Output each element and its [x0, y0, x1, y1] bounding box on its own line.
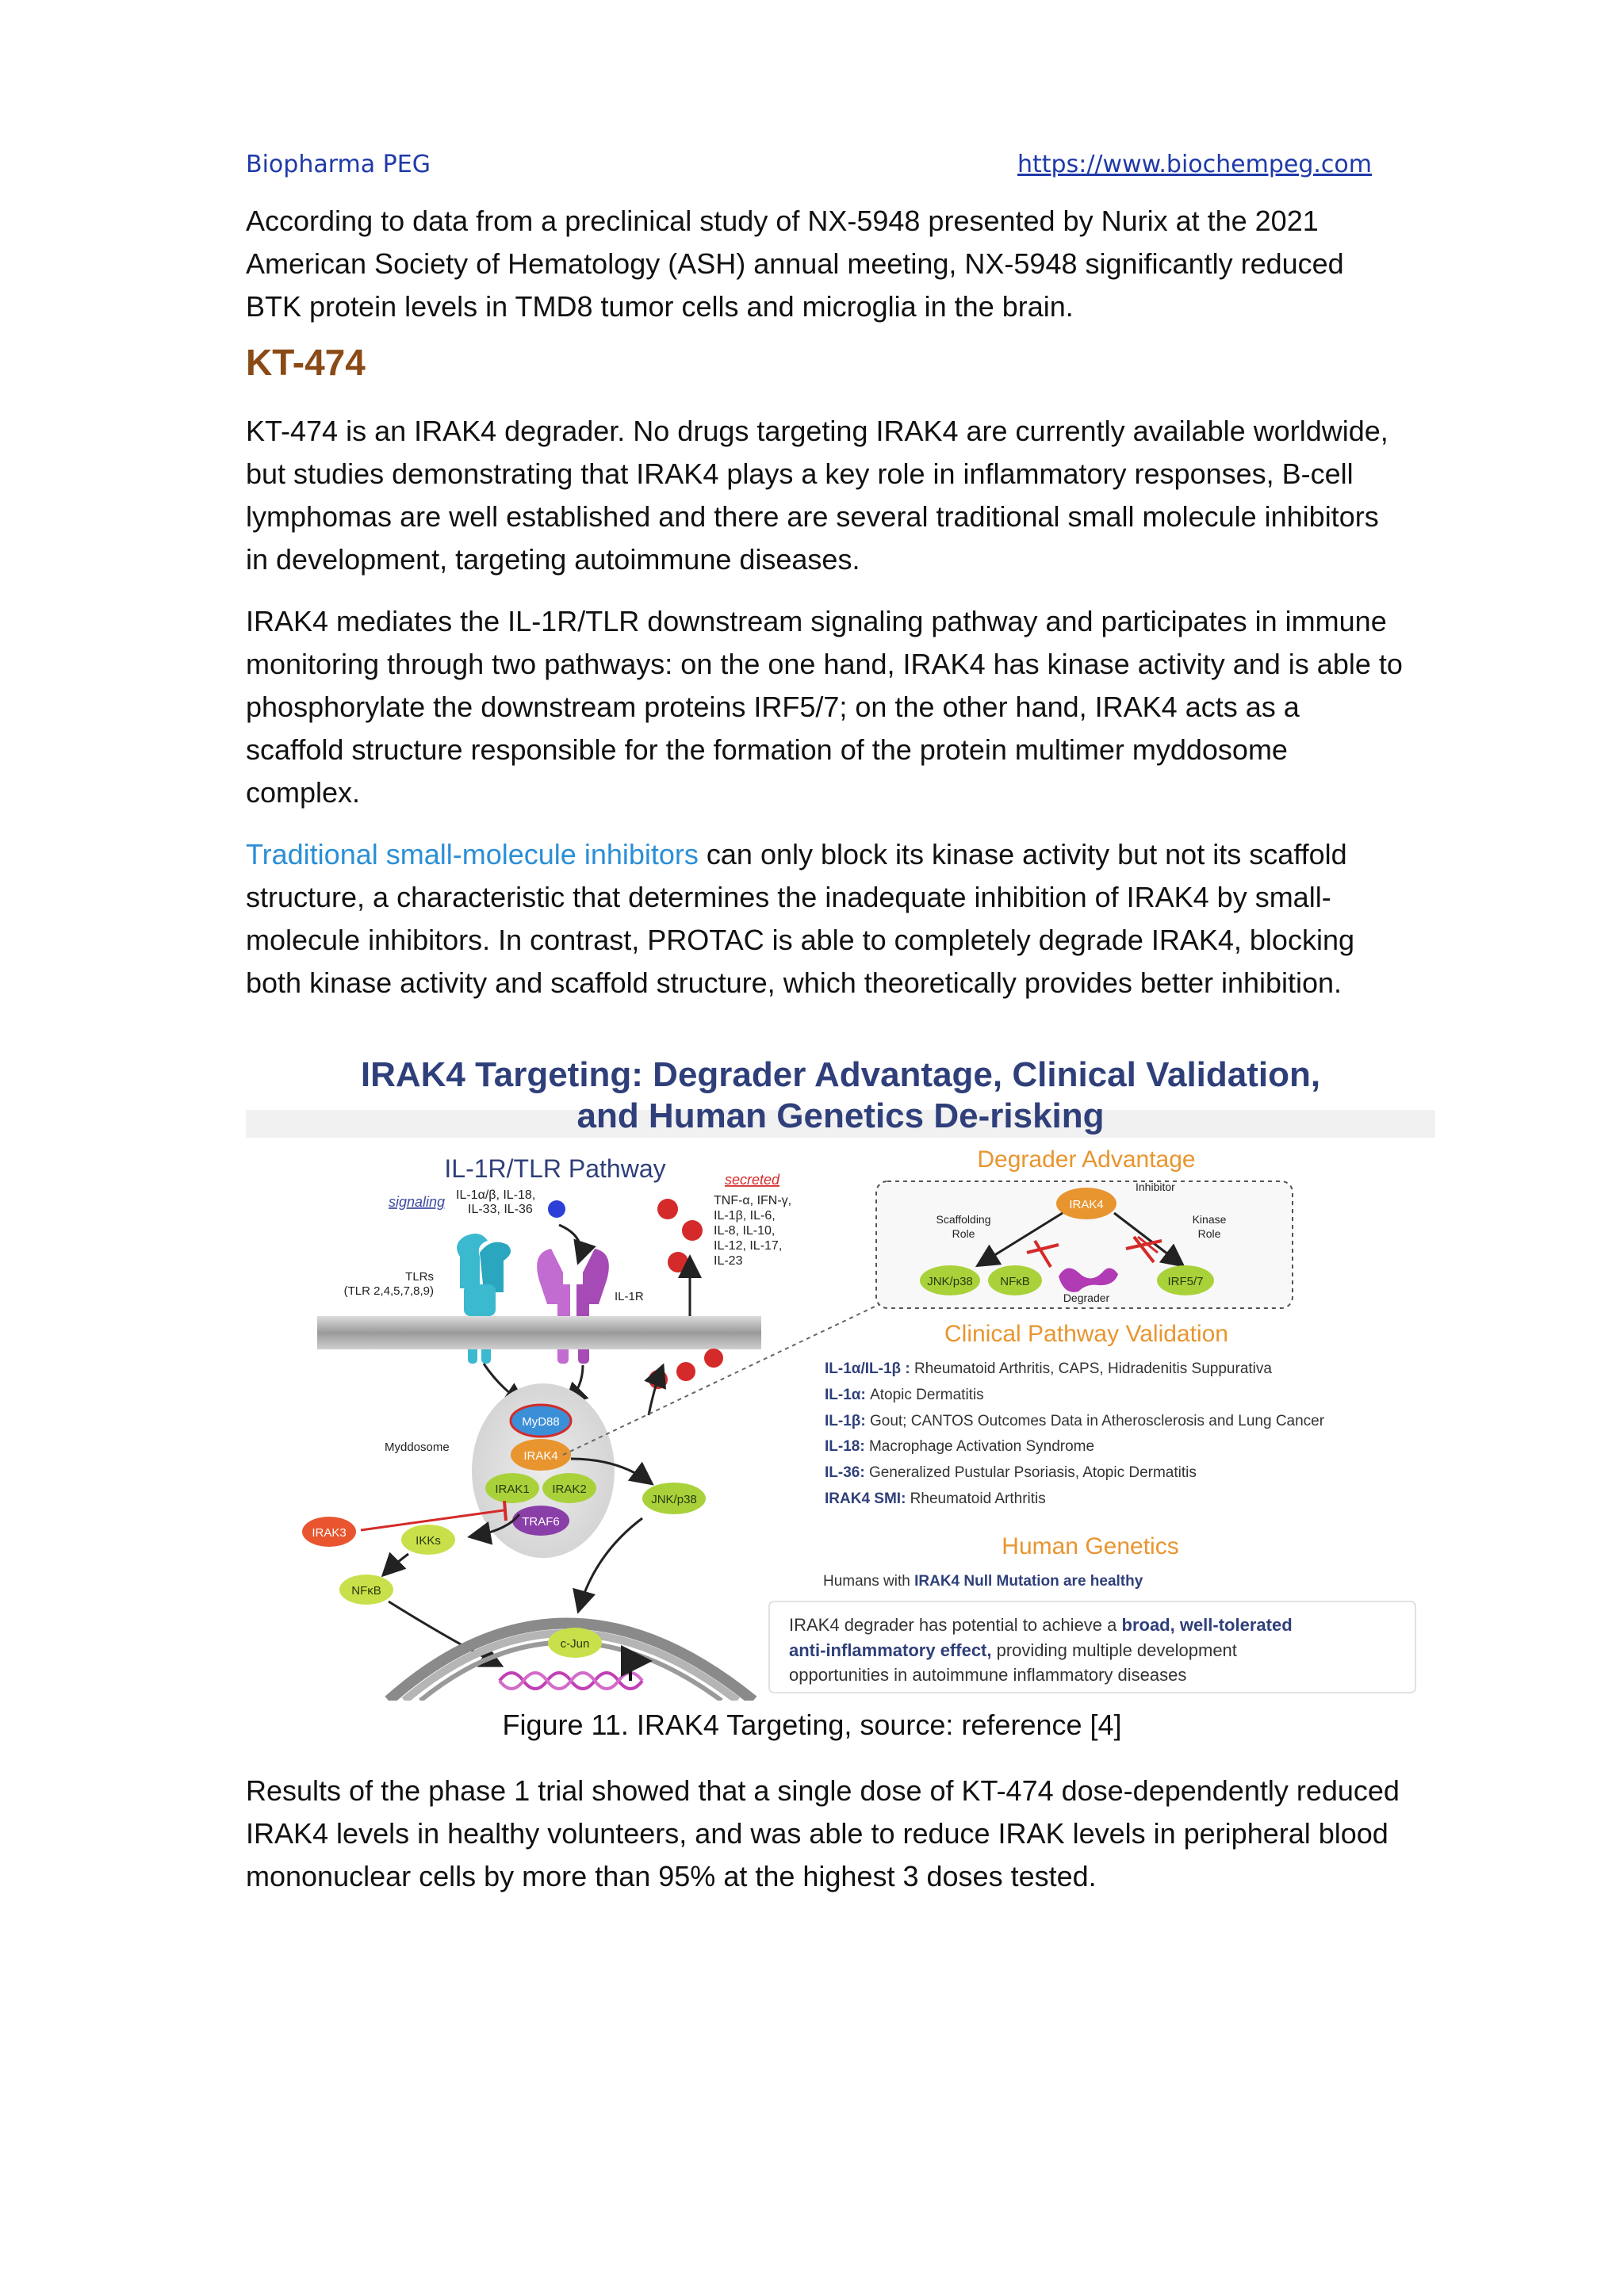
signaling-list-1: IL-1α/β, IL-18, [456, 1188, 536, 1202]
irak4-label: IRAK4 [523, 1449, 558, 1463]
degrader-advantage-title: Degrader Advantage [977, 1146, 1196, 1173]
secreted-label: secreted [725, 1172, 780, 1188]
ikks-label: IKKs [416, 1534, 441, 1548]
scaffolding-role-label: Role [952, 1227, 975, 1240]
irak2-label: IRAK2 [552, 1483, 587, 1496]
secreted-item-3: IL-8, IL-10, [714, 1224, 776, 1238]
secreted-item-1: TNF-α, IFN-γ, [714, 1194, 792, 1207]
clinical-item: IL-1α/IL-1β : Rheumatoid Arthritis, CAPS, Hidradenitis Suppurativa [825, 1360, 1272, 1377]
paragraph-inhibitors [246, 833, 1404, 1004]
inhibitors-link[interactable]: Traditional small-molecule inhibitors [246, 838, 699, 871]
tlrs-sub-label: (TLR 2,4,5,7,8,9) [343, 1284, 434, 1298]
clinical-item: IL-1β: Gout; CANTOS Outcomes Data in Atherosclerosis and Lung Cancer [825, 1413, 1325, 1429]
section-heading: KT-474 [246, 342, 366, 383]
clinical-validation-title: Clinical Pathway Validation [944, 1321, 1228, 1347]
header-link[interactable]: https://www.biochempeg.com [1017, 151, 1372, 178]
clinical-item: IL-36: Generalized Pustular Psoriasis, Atopic Dermatitis [825, 1464, 1197, 1481]
degrader-nfkb-label: NFκB [1000, 1275, 1030, 1288]
inhibitors-text: can only block its kinase activity but not its scaffold structure, a characteristic that determines the inadequate inhibition of IRAK4 by small-molecule inhibitors. In contrast, PROTAC is able to completely degrade IRAK4, blocking both kinase activity and scaffold structure, which theoretically provides better inhibition. [246, 838, 1354, 999]
paragraph-irak4-mechanism: IRAK4 mediates the IL-1R/TLR downstream signaling pathway and participates in immune monitoring through two pathways: on the one hand, IRAK4 has kinase activity and is able to phosphorylate the downstream proteins IRF5/7; on the other hand, IRAK4 acts as a scaffold structure responsible for the formation of the protein multimer myddosome complex. [246, 605, 1403, 809]
inhibition-bar [504, 1501, 506, 1521]
irak3-label: IRAK3 [312, 1526, 347, 1540]
myddosome-label: Myddosome [385, 1441, 450, 1454]
jnk-label: JNK/p38 [651, 1493, 697, 1506]
cell-membrane [317, 1316, 761, 1349]
signaling-list-2: IL-33, IL-36 [468, 1203, 533, 1216]
kinase-label: Kinase [1192, 1213, 1227, 1226]
human-genetics-text: Humans with IRAK4 Null Mutation are healthy [823, 1573, 1143, 1590]
degrader-irf-label: IRF5/7 [1167, 1275, 1204, 1288]
clinical-item: IRAK4 SMI: Rheumatoid Arthritis [825, 1490, 1046, 1507]
scaffolding-label: Scaffolding [936, 1213, 991, 1226]
figure-title-line1: IRAK4 Targeting: Degrader Advantage, Clinical Validation, [360, 1055, 1321, 1094]
paragraph-kt474-intro: KT-474 is an IRAK4 degrader. No drugs targeting IRAK4 are currently available worldwide, but studies demonstrating that IRAK4 plays a key role in inflammatory responses, B-cell lymphomas are well established and there are several traditional small molecule inhibitors in development, targeting autoimmune diseases. [246, 415, 1388, 576]
pathway-title: IL-1R/TLR Pathway [444, 1154, 666, 1183]
header-left: Biopharma PEG [246, 151, 431, 178]
summary-line-2: anti-inflammatory effect, providing multiple development [789, 1640, 1237, 1660]
degrader-label: Degrader [1063, 1292, 1110, 1304]
figure-title-line2: and Human Genetics De-risking [576, 1096, 1105, 1135]
figure-caption: Figure 11. IRAK4 Targeting, source: reference [4] [502, 1709, 1122, 1741]
summary-line-1: IRAK4 degrader has potential to achieve a broad, well-tolerated [789, 1615, 1293, 1635]
degrader-jnk-label: JNK/p38 [927, 1275, 973, 1288]
clinical-item: IL-1α: Atopic Dermatitis [825, 1387, 984, 1403]
degrader-irak4-label: IRAK4 [1069, 1198, 1104, 1211]
il1r-label: IL-1R [615, 1290, 644, 1303]
paragraph-phase1-results: Results of the phase 1 trial showed that a single dose of KT-474 dose-dependently reduced IRAK4 levels in healthy volunteers, and was able to reduce IRAK levels in peripheral blood mononuclear cells by more than 95% at the highest 3 doses tested. [246, 1774, 1400, 1892]
cytokine-dot [682, 1220, 703, 1241]
cytokine-dot [657, 1199, 678, 1219]
nfkb-label: NFκB [351, 1584, 381, 1598]
irak4-figure [246, 1054, 1435, 1701]
human-genetics-title: Human Genetics [1002, 1533, 1179, 1559]
kinase-role-label: Role [1197, 1227, 1221, 1240]
clinical-item: IL-18: Macrophage Activation Syndrome [825, 1438, 1095, 1455]
secreted-item-2: IL-1β, IL-6, [714, 1209, 776, 1223]
irak4-diagram [246, 1054, 1435, 1701]
secreted-item-4: IL-12, IL-17, [714, 1239, 783, 1253]
ligand-dot [548, 1200, 565, 1218]
paragraph-nx5948: According to data from a preclinical study of NX-5948 presented by Nurix at the 2021 American Society of Hematology (ASH) annual meeting, NX-5948 significantly reduced BTK protein levels in TMD8 tumor cells and microglia in the brain. [246, 205, 1344, 323]
signaling-label: signaling [389, 1194, 446, 1210]
secreted-item-5: IL-23 [714, 1254, 743, 1268]
traf6-label: TRAF6 [522, 1515, 560, 1529]
summary-line-3: opportunities in autoimmune inflammatory diseases [789, 1665, 1187, 1685]
irak1-label: IRAK1 [495, 1483, 530, 1496]
cytokine-dot [704, 1349, 723, 1368]
cjun-label: c-Jun [560, 1637, 590, 1651]
cytokine-dot [676, 1362, 695, 1381]
myd88-label: MyD88 [522, 1415, 560, 1429]
inhibitor-label: Inhibitor [1136, 1181, 1175, 1193]
cytokine-dot [668, 1252, 688, 1272]
tlrs-label: TLRs [405, 1270, 434, 1284]
